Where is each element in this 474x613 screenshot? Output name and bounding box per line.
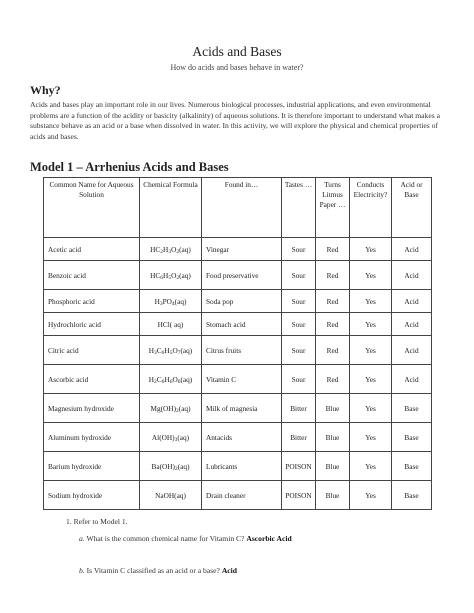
table-row bbox=[44, 313, 432, 336]
cell-found-in: Soda pop bbox=[202, 290, 282, 313]
column-header: Turns Litmus Paper … bbox=[316, 178, 350, 238]
cell-name: Phosphoric acid bbox=[44, 290, 140, 313]
question-1: 1. Refer to Model 1. bbox=[66, 517, 128, 526]
cell-litmus: Red bbox=[316, 290, 350, 313]
cell-litmus: Red bbox=[316, 365, 350, 394]
cell-found-in: Vitamin C bbox=[202, 365, 282, 394]
cell-formula: HCl( aq) bbox=[140, 313, 202, 336]
cell-found-in: Antacids bbox=[202, 423, 282, 452]
question-1a bbox=[79, 534, 292, 543]
column-header: Tastes … bbox=[282, 178, 316, 238]
cell-conducts: Yes bbox=[350, 261, 392, 290]
cell-formula: $Mg(OH)_2(aq)$ bbox=[140, 394, 202, 423]
column-header: Chemical Formula bbox=[140, 178, 202, 238]
page-subtitle: How do acids and bases behave in water? bbox=[170, 63, 304, 72]
cell-conducts: Yes bbox=[350, 423, 392, 452]
cell-taste: POISON bbox=[282, 481, 316, 510]
cell-taste: Sour bbox=[282, 336, 316, 365]
answer-text: Acid bbox=[221, 566, 238, 575]
cell-formula: $H_3C_6H_5O_7(aq)$ bbox=[140, 336, 202, 365]
cell-found-in: Drain cleaner bbox=[202, 481, 282, 510]
cell-taste: Sour bbox=[282, 313, 316, 336]
cell-formula: $H_2C_6H_6O_6(aq)$ bbox=[140, 365, 202, 394]
cell-conducts: Yes bbox=[350, 452, 392, 481]
intro-paragraph: Acids and bases play an important role in our lives. Numerous biological processes, industrial applications, and even environmental problems are a function of the acidity or basicity (alkalinity) of aqueous solutions. It is therefore important to understand what makes a substance behave as an acid or a base when dissolved in water. In this activity, we will explore the physical and chemical properties of acids and bases. bbox=[30, 100, 440, 141]
cell-taste: Sour bbox=[282, 238, 316, 261]
cell-acid-or-base: Acid bbox=[392, 336, 432, 365]
acids-bases-table bbox=[43, 177, 432, 510]
table-row bbox=[44, 452, 432, 481]
why-heading: Why? bbox=[30, 83, 61, 97]
cell-taste: Sour bbox=[282, 365, 316, 394]
question-1b bbox=[79, 566, 237, 575]
cell-acid-or-base: Base bbox=[392, 452, 432, 481]
cell-conducts: Yes bbox=[350, 290, 392, 313]
cell-acid-or-base: Base bbox=[392, 394, 432, 423]
cell-formula: $Al(OH)_3(aq)$ bbox=[140, 423, 202, 452]
question-text: What is the common chemical name for Vitamin C? bbox=[86, 534, 245, 543]
cell-litmus: Red bbox=[316, 313, 350, 336]
cell-found-in: Citrus fruits bbox=[202, 336, 282, 365]
column-header: Acid or Base bbox=[392, 178, 432, 238]
table-row bbox=[44, 423, 432, 452]
cell-name: Aluminum hydroxide bbox=[44, 423, 140, 452]
cell-found-in: Milk of magnesia bbox=[202, 394, 282, 423]
cell-acid-or-base: Base bbox=[392, 481, 432, 510]
page-title: Acids and Bases bbox=[192, 44, 282, 59]
cell-conducts: Yes bbox=[350, 365, 392, 394]
cell-conducts: Yes bbox=[350, 313, 392, 336]
cell-taste: POISON bbox=[282, 452, 316, 481]
question-letter: a. bbox=[79, 534, 85, 543]
cell-taste: Bitter bbox=[282, 394, 316, 423]
cell-taste: Sour bbox=[282, 290, 316, 313]
cell-found-in: Vinegar bbox=[202, 238, 282, 261]
table-row bbox=[44, 261, 432, 290]
cell-litmus: Blue bbox=[316, 481, 350, 510]
answer-text: Ascorbic Acid bbox=[246, 534, 292, 543]
cell-name: Barium hydroxide bbox=[44, 452, 140, 481]
cell-formula: $HC_2H_3O_2(aq)$ bbox=[140, 238, 202, 261]
cell-taste: Bitter bbox=[282, 423, 316, 452]
cell-litmus: Red bbox=[316, 238, 350, 261]
table-row bbox=[44, 336, 432, 365]
table-body bbox=[44, 238, 432, 510]
cell-conducts: Yes bbox=[350, 394, 392, 423]
model-heading: Model 1 – Arrhenius Acids and Bases bbox=[30, 160, 229, 174]
column-header: Found in… bbox=[202, 178, 282, 238]
cell-name: Ascorbic acid bbox=[44, 365, 140, 394]
column-header: Common Name for Aqueous Solution bbox=[44, 178, 140, 238]
cell-taste: Sour bbox=[282, 261, 316, 290]
cell-conducts: Yes bbox=[350, 238, 392, 261]
cell-acid-or-base: Acid bbox=[392, 290, 432, 313]
cell-name: Hydrochloric acid bbox=[44, 313, 140, 336]
table-row bbox=[44, 290, 432, 313]
cell-formula: $HC_6H_5O_2(aq)$ bbox=[140, 261, 202, 290]
cell-name: Magnesium hydroxide bbox=[44, 394, 140, 423]
cell-litmus: Blue bbox=[316, 394, 350, 423]
cell-acid-or-base: Acid bbox=[392, 261, 432, 290]
cell-found-in: Lubricants bbox=[202, 452, 282, 481]
cell-acid-or-base: Acid bbox=[392, 365, 432, 394]
cell-acid-or-base: Acid bbox=[392, 313, 432, 336]
table-header-row bbox=[44, 178, 432, 238]
question-text: Is Vitamin C classified as an acid or a base? bbox=[86, 566, 220, 575]
cell-litmus: Red bbox=[316, 261, 350, 290]
cell-formula: NaOH(aq) bbox=[140, 481, 202, 510]
table-row bbox=[44, 365, 432, 394]
cell-name: Benzoic acid bbox=[44, 261, 140, 290]
cell-formula: $Ba(OH)_2(aq)$ bbox=[140, 452, 202, 481]
table-row bbox=[44, 238, 432, 261]
cell-acid-or-base: Base bbox=[392, 423, 432, 452]
cell-found-in: Stomach acid bbox=[202, 313, 282, 336]
table-row bbox=[44, 394, 432, 423]
cell-name: Sodium hydroxide bbox=[44, 481, 140, 510]
cell-litmus: Red bbox=[316, 336, 350, 365]
cell-found-in: Food preservative bbox=[202, 261, 282, 290]
cell-litmus: Blue bbox=[316, 423, 350, 452]
cell-conducts: Yes bbox=[350, 336, 392, 365]
cell-litmus: Blue bbox=[316, 452, 350, 481]
question-letter: b. bbox=[79, 566, 85, 575]
cell-conducts: Yes bbox=[350, 481, 392, 510]
table-row bbox=[44, 481, 432, 510]
cell-name: Citric acid bbox=[44, 336, 140, 365]
column-header: Conducts Electricity? bbox=[350, 178, 392, 238]
cell-name: Acetic acid bbox=[44, 238, 140, 261]
cell-acid-or-base: Acid bbox=[392, 238, 432, 261]
cell-formula: $H_3PO_4(aq)$ bbox=[140, 290, 202, 313]
